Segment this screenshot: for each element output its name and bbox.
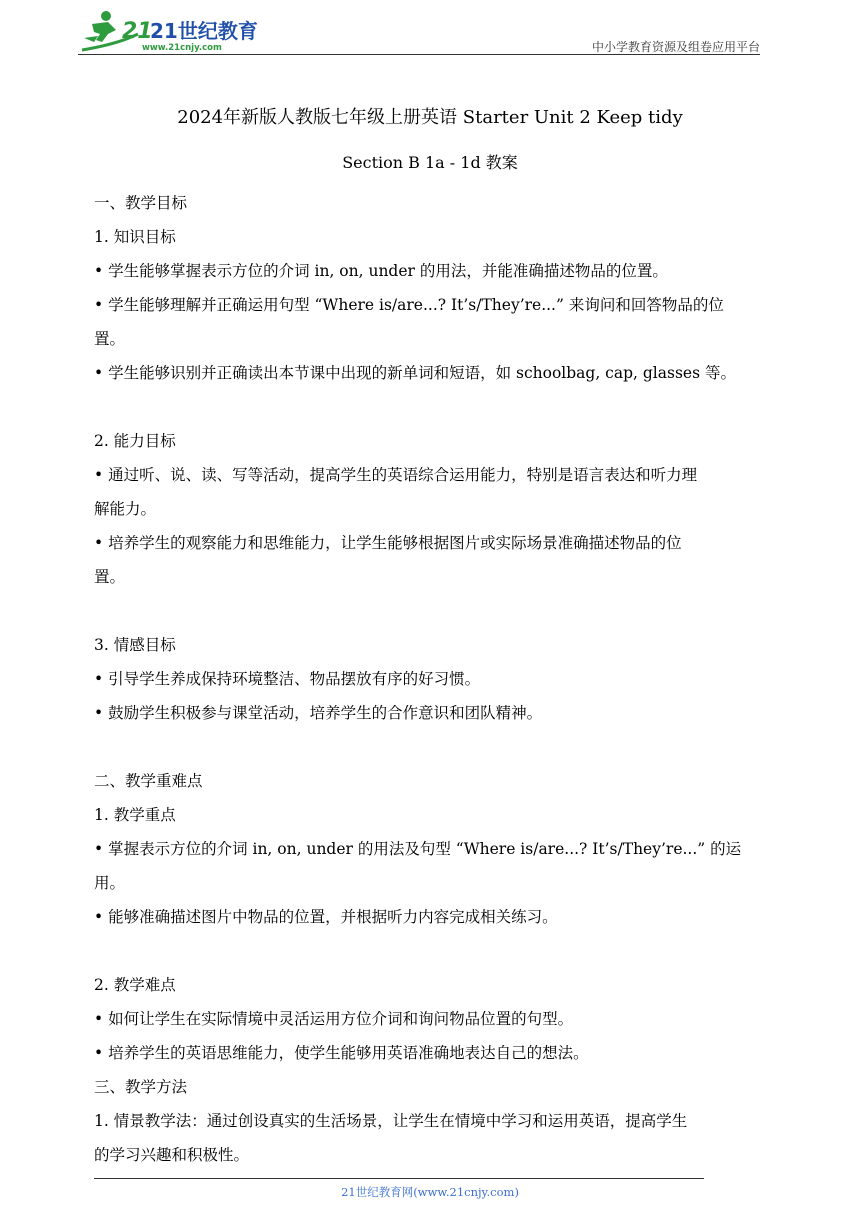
body-line: 1. 教学重点 <box>94 806 176 824</box>
body-line: • 学生能够理解并正确运用句型 “Where is/are...? It’s/They’re...” 来询问和回答物品的位 <box>94 296 724 314</box>
header-divider <box>78 54 760 55</box>
body-line: • 能够准确描述图片中物品的位置，并根据听力内容完成相关练习。 <box>94 908 558 926</box>
svg-text:21: 21 <box>122 19 153 44</box>
document-subtitle: Section B 1a - 1d 教案 <box>342 153 518 172</box>
document-body <box>94 186 770 1172</box>
body-line: • 鼓励学生积极参与课堂活动，培养学生的合作意识和团队精神。 <box>94 704 543 722</box>
body-line: 三、教学方法 <box>94 1078 188 1096</box>
body-line: 置。 <box>94 330 126 348</box>
footer-divider <box>94 1178 704 1179</box>
site-logo <box>78 8 258 52</box>
document-title: 2024年新版人教版七年级上册英语 Starter Unit 2 Keep tidy <box>177 107 683 128</box>
body-line: 1. 知识目标 <box>94 228 176 246</box>
footer-link[interactable]: 21世纪教育网(www.21cnjy.com) <box>341 1185 519 1199</box>
blank-line <box>94 934 770 968</box>
svg-text:21世纪教育: 21世纪教育 <box>150 19 258 43</box>
body-line: 2. 能力目标 <box>94 432 176 450</box>
body-line: • 学生能够识别并正确读出本节课中出现的新单词和短语，如 schoolbag, cap, glasses 等。 <box>94 364 736 382</box>
body-line: 置。 <box>94 568 126 586</box>
body-line: • 培养学生的英语思维能力，使学生能够用英语准确地表达自己的想法。 <box>94 1044 589 1062</box>
body-line: 一、教学目标 <box>94 194 188 212</box>
body-line: • 掌握表示方位的介词 in, on, under 的用法及句型 “Where is/are...? It’s/They’re...” 的运用。 <box>94 840 742 892</box>
header-platform-text: 中小学教育资源及组卷应用平台 <box>591 40 760 54</box>
blank-line <box>94 730 770 764</box>
body-line: 解能力。 <box>94 500 157 518</box>
body-line: 1. 情景教学法：通过创设真实的生活场景，让学生在情境中学习和运用英语，提高学生 <box>94 1112 688 1130</box>
body-line: • 培养学生的观察能力和思维能力，让学生能够根据图片或实际场景准确描述物品的位 <box>94 534 682 552</box>
body-line: 二、教学重难点 <box>94 772 203 790</box>
svg-text:www.21cnjy.com: www.21cnjy.com <box>142 43 222 52</box>
body-line: 2. 教学难点 <box>94 976 176 994</box>
body-line: 3. 情感目标 <box>94 636 176 654</box>
body-line: 的学习兴趣和积极性。 <box>94 1146 250 1164</box>
body-line: • 如何让学生在实际情境中灵活运用方位介词和询问物品位置的句型。 <box>94 1010 574 1028</box>
body-line: • 引导学生养成保持环境整洁、物品摆放有序的好习惯。 <box>94 670 481 688</box>
blank-line <box>94 390 770 424</box>
body-line: • 通过听、说、读、写等活动，提高学生的英语综合运用能力，特别是语言表达和听力理 <box>94 466 698 484</box>
body-line: • 学生能够掌握表示方位的介词 in, on, under 的用法，并能准确描述物品的位置。 <box>94 262 668 280</box>
page-header <box>78 8 760 54</box>
blank-line <box>94 594 770 628</box>
